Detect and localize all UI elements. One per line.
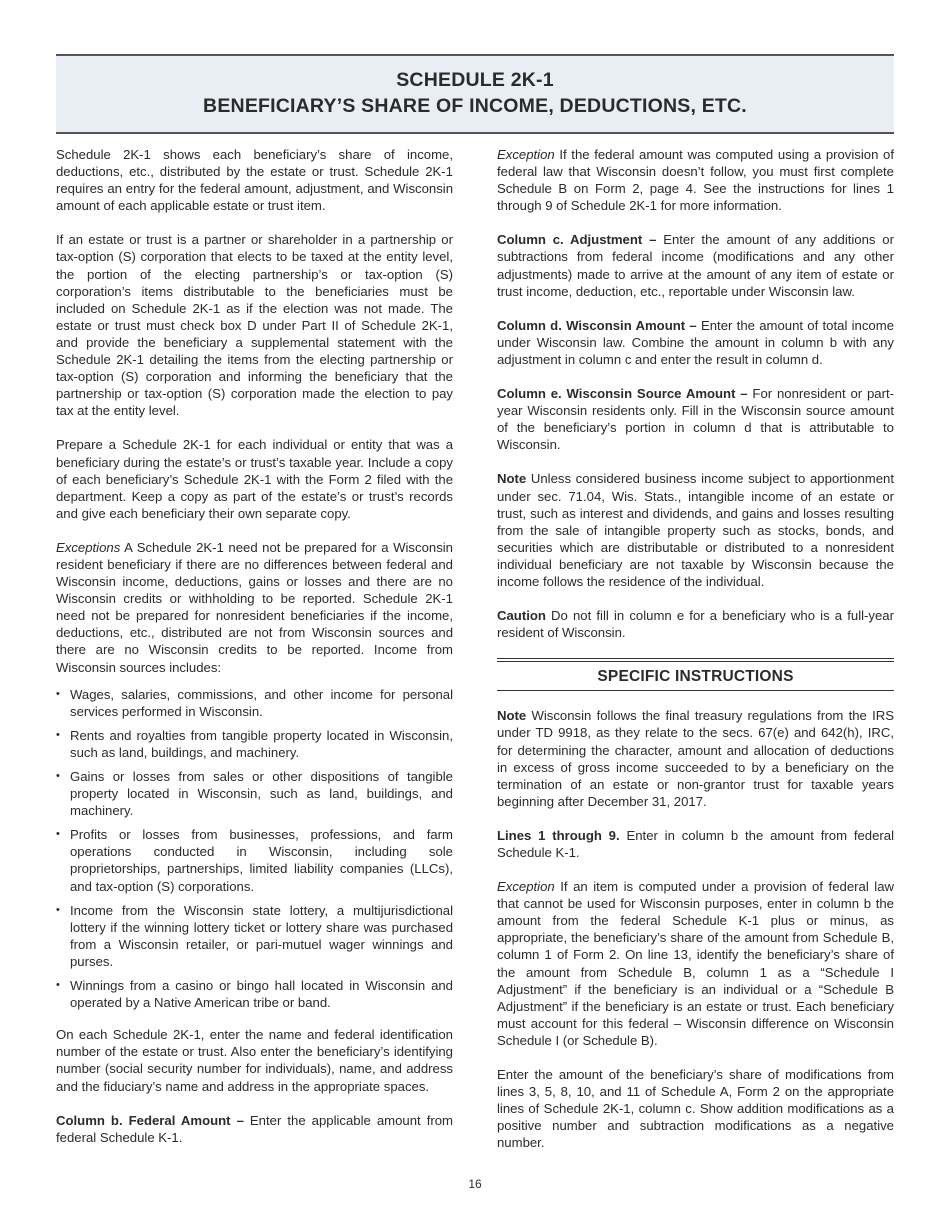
prepare-paragraph: Prepare a Schedule 2K-1 for each individual or entity that was a beneficiary during the estate’s or trust’s taxable year. Include a copy of each beneficiary’s Schedule 2K-1 with the Form 2 filed with the department. Keep a copy as part of the estate’s or trust’s records and give each beneficiary their own separate copy.	[56, 437, 453, 521]
column-c-lead: Column c. Adjustment –	[497, 232, 657, 248]
column-b-text: Enter the applicable amount from federal Schedule K-1.	[56, 1112, 453, 1145]
intro-paragraph: Schedule 2K-1 shows each beneficiary’s share of income, deductions, etc., distributed by the estate or trust. Schedule 2K-1 requires an entry for the federal amount, adjustment, and Wisconsin amount of each applicable estate or trust item.	[56, 147, 453, 214]
caution-text: Do not fill in column e for a beneficiary who is a full-year resident of Wisconsin.	[497, 608, 894, 641]
entity-election-paragraph: If an estate or trust is a partner or shareholder in a partnership or tax-option (S) corporation that elects to be taxed at the entity level, the portion of the electing partnership’s or tax-option (S) corporation’s items distributable to the beneficiaries must be included on Schedule 2K-1 as if the election was not made. The estate or trust must check box D under Part II of Schedule 2K-1, and provide the beneficiary a supplemental statement with the Schedule 2K-1 detailing the items from the electing partnership or tax-option (S) corporation and informing the beneficiary that the partnership or tax-option (S) corporation made the election to pay tax at the entity level.	[56, 232, 453, 419]
list-item: • Wages, salaries, commissions, and other income for personal services performed in Wisconsin.	[56, 686, 453, 720]
note-text: Unless considered business income subject to apportionment under sec. 71.04, Wis. Stats., intangible income of an estate or trust, such as interest and dividends, and gains and losses resulting from the sale of intangible property such as stocks, bonds, and securities which are distributable or distributed to a nonresident individual beneficiary are not taxable by Wisconsin because the income follows the residence of the individual.	[497, 471, 894, 589]
column-b-lead: Column b. Federal Amount –	[56, 1112, 244, 1128]
note-paragraph	[497, 470, 894, 590]
exceptions-lead: Exceptions	[56, 539, 121, 555]
identification-paragraph: On each Schedule 2K-1, enter the name and federal identification number of the estate or trust. Also enter the beneficiary’s identifying number (social security number for individuals), name, and address and the fiduciary’s name and address in the appropriate spaces.	[56, 1027, 453, 1094]
treasury-note-paragraph	[497, 707, 894, 810]
treasury-note-text: Wisconsin follows the final treasury regulations from the IRS under TD 9918, as they relate to the secs. 67(e) and 642(h), IRC, for determining the character, amount and allocation of deductions in excess of gross income succeeded to by a beneficiary on the termination of an estate or non-grantor trust for taxable years beginning after December 31, 2017.	[497, 708, 894, 809]
exception-paragraph	[497, 146, 894, 214]
lines-exception-lead: Exception	[497, 879, 555, 895]
list-item: • Income from the Wisconsin state lottery, a multijurisdictional lottery if the winning lottery ticket or lottery share was purchased from a Wisconsin retailer, or pari-mutuel wager winnings and purses.	[56, 902, 453, 970]
lines-exception-paragraph	[497, 878, 894, 1049]
exceptions-paragraph	[56, 539, 453, 676]
column-c-text: Enter the amount of any additions or subtractions from federal income (modifications and any other adjustments) made to arrive at the amount of any item of estate or trust income, deduction, etc., reportable under Wisconsin law.	[497, 232, 894, 299]
lines-1-9-lead: Lines 1 through 9.	[497, 827, 620, 843]
list-item: • Winnings from a casino or bingo hall located in Wisconsin and operated by a Native American tribe or band.	[56, 977, 453, 1011]
list-item: • Profits or losses from businesses, professions, and farm operations conducted in Wisconsin, including sole proprietorships, partnerships, limited liability companies (LLCs), and tax-option (S) corporations.	[56, 826, 453, 894]
caution-paragraph	[497, 607, 894, 641]
left-column	[56, 146, 453, 1163]
lines-1-9-paragraph	[497, 827, 894, 861]
schedule-title: SCHEDULE 2K-1	[396, 69, 554, 91]
column-c-paragraph	[497, 231, 894, 299]
right-column	[497, 146, 894, 1169]
note-lead: Note	[497, 471, 527, 487]
modifications-paragraph: Enter the amount of the beneficiary’s share of modifications from lines 3, 5, 8, 10, and 11 of Schedule A, Form 2 on the appropriate lines of Schedule 2K-1, column c. Show addition modifications as a positive number and subtraction modifications as a negative number.	[497, 1067, 894, 1151]
lines-exception-text: If an item is computed under a provision of federal law that cannot be used for Wisconsin purposes, enter in column b the amount from the federal Schedule K-1 plus or minus, as appropriate, the beneficiary’s share of the amount from Schedule B, column 1 of Form 2. On line 13, identify the beneficiary’s share of the amount from Schedule B, column 1 as a “Schedule I Adjustment” if the beneficiary is an individual or a “Schedule B Adjustment” if the beneficiary is an estate or trust. Each beneficiary must account for this federal – Wisconsin difference on Wisconsin Schedule I (or Schedule B).	[497, 879, 894, 1048]
schedule-subtitle: BENEFICIARY’S SHARE OF INCOME, DEDUCTIONS, ETC.	[203, 95, 747, 117]
lines-1-9-text: Enter in column b the amount from federal Schedule K-1.	[497, 827, 894, 860]
caution-lead: Caution	[497, 608, 546, 624]
list-item: • Gains or losses from sales or other dispositions of tangible property located in Wisconsin, such as land, buildings, and machinery.	[56, 768, 453, 819]
exception-text: If the federal amount was computed using a provision of federal law that Wisconsin doesn’t follow, you must first complete Schedule B on Form 2, page 4. See the instructions for lines 1 through 9 of Schedule 2K-1 for more information.	[497, 147, 894, 214]
column-d-paragraph	[497, 317, 894, 368]
column-d-lead: Column d. Wisconsin Amount –	[497, 317, 697, 333]
column-e-text: For nonresident or part-year Wisconsin residents only. Fill in the Wisconsin source amount of the beneficiary’s portion in column d that is attributable to Wisconsin.	[497, 386, 894, 453]
treasury-note-lead: Note	[497, 708, 527, 724]
exceptions-text: A Schedule 2K-1 need not be prepared for a Wisconsin resident beneficiary if there are no differences between federal and Wisconsin income, deductions, gains or losses and there are no Wisconsin credits or withholding to be reported. Schedule 2K-1 need not be prepared for nonresident beneficiaries if the income, deductions, etc., distributed are not from Wisconsin sources and there are no Wisconsin credits to be reported. Income from Wisconsin sources includes:	[56, 539, 453, 675]
column-e-lead: Column e. Wisconsin Source Amount –	[497, 386, 748, 402]
column-e-paragraph	[497, 385, 894, 453]
column-d-text: Enter the amount of total income under Wisconsin law. Combine the amount in column b with any adjustment in column c and enter the result in column d.	[497, 317, 894, 367]
wisconsin-sources-list	[56, 686, 453, 1012]
list-item: • Rents and royalties from tangible property located in Wisconsin, such as land, buildings, and machinery.	[56, 727, 453, 761]
specific-instructions-heading: SPECIFIC INSTRUCTIONS	[497, 658, 894, 691]
page-number: 16	[468, 1177, 482, 1191]
exception-lead: Exception	[497, 147, 555, 162]
page-header	[56, 54, 894, 134]
column-b-paragraph	[56, 1112, 453, 1146]
